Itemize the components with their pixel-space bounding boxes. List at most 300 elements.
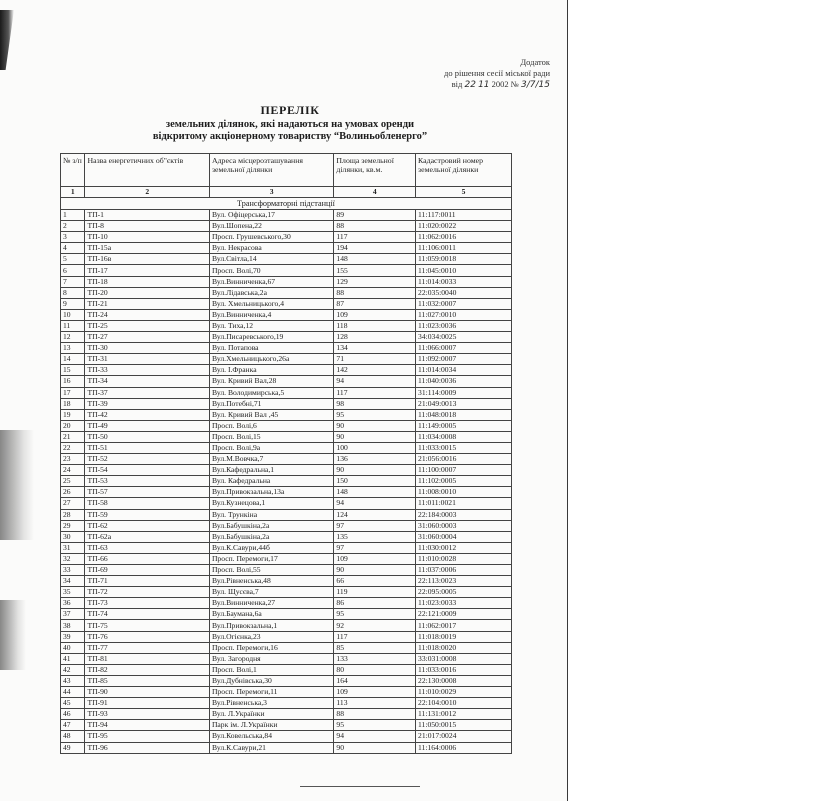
cadastral-number: 22:113:0023 (416, 576, 512, 587)
address: Просп. Волі,70 (209, 265, 333, 276)
object-name: ТП-42 (85, 409, 209, 420)
header-cadastral-number: Кадастровий номер земельної ділянки (416, 154, 512, 187)
table-row (61, 431, 512, 442)
object-name: ТП-72 (85, 587, 209, 598)
cadastral-number: 11:037:0006 (416, 565, 512, 576)
area: 95 (334, 409, 416, 420)
cadastral-number: 33:031:0008 (416, 653, 512, 664)
cadastral-number: 11:100:0007 (416, 465, 512, 476)
row-number: 6 (61, 265, 85, 276)
area: 92 (334, 620, 416, 631)
address: Вул. Кривий Вал,28 (209, 376, 333, 387)
appendix-number-value: 3/7/15 (521, 80, 550, 90)
row-number: 32 (61, 553, 85, 564)
object-name: ТП-24 (85, 309, 209, 320)
cadastral-number: 11:020:0022 (416, 221, 512, 232)
cadastral-number: 11:066:0007 (416, 343, 512, 354)
object-name: ТП-21 (85, 298, 209, 309)
cadastral-number: 11:008:0010 (416, 487, 512, 498)
address: Вул. Потапова (209, 343, 333, 354)
table-row (61, 320, 512, 331)
cadastral-number: 11:011:0021 (416, 498, 512, 509)
address: Вул.Кузнецова,1 (209, 498, 333, 509)
area: 155 (334, 265, 416, 276)
area: 142 (334, 365, 416, 376)
address: Вул. Л.Українки (209, 709, 333, 720)
cadastral-number: 11:048:0018 (416, 409, 512, 420)
table-row (61, 210, 512, 221)
row-number: 35 (61, 587, 85, 598)
table-row (61, 287, 512, 298)
object-name: ТП-1 (85, 210, 209, 221)
scan-shadow (0, 600, 26, 670)
column-index: 5 (416, 187, 512, 198)
area: 98 (334, 398, 416, 409)
row-number: 43 (61, 675, 85, 686)
row-number: 15 (61, 365, 85, 376)
document-title-block (100, 104, 480, 143)
row-number: 11 (61, 320, 85, 331)
cadastral-number: 11:032:0007 (416, 298, 512, 309)
cadastral-number: 11:023:0036 (416, 320, 512, 331)
area: 85 (334, 642, 416, 653)
address: Вул. Некрасова (209, 243, 333, 254)
row-number: 5 (61, 254, 85, 265)
cadastral-number: 31:114:0009 (416, 387, 512, 398)
object-name: ТП-91 (85, 698, 209, 709)
object-name: ТП-34 (85, 376, 209, 387)
area: 89 (334, 210, 416, 221)
area: 117 (334, 631, 416, 642)
row-number: 41 (61, 653, 85, 664)
cadastral-number: 11:059:0018 (416, 254, 512, 265)
table-row (61, 653, 512, 664)
row-number: 19 (61, 409, 85, 420)
table-row (61, 398, 512, 409)
table-row (61, 420, 512, 431)
object-name: ТП-71 (85, 576, 209, 587)
cadastral-number: 21:017:0024 (416, 731, 512, 742)
row-number: 1 (61, 210, 85, 221)
table-row (61, 343, 512, 354)
address: Вул.Рівненська,3 (209, 698, 333, 709)
area: 119 (334, 587, 416, 598)
table-row (61, 587, 512, 598)
cadastral-number: 34:034:0025 (416, 332, 512, 343)
row-number: 14 (61, 354, 85, 365)
row-number: 36 (61, 598, 85, 609)
address: Вул. Кривий Вал ,45 (209, 409, 333, 420)
row-number: 12 (61, 332, 85, 343)
cadastral-number: 31:060:0004 (416, 531, 512, 542)
cadastral-number: 11:164:0006 (416, 742, 512, 753)
area: 90 (334, 420, 416, 431)
table-row (61, 720, 512, 731)
cadastral-number: 11:033:0015 (416, 442, 512, 453)
table-row (61, 232, 512, 243)
cadastral-number: 31:060:0003 (416, 520, 512, 531)
object-name: ТП-85 (85, 675, 209, 686)
row-number: 9 (61, 298, 85, 309)
address: Вул.Світла,14 (209, 254, 333, 265)
object-name: ТП-30 (85, 343, 209, 354)
row-number: 42 (61, 664, 85, 675)
appendix-number-label: № (510, 79, 519, 89)
object-name: ТП-37 (85, 387, 209, 398)
object-name: ТП-69 (85, 565, 209, 576)
area: 71 (334, 354, 416, 365)
area: 87 (334, 298, 416, 309)
cadastral-number: 22:121:0009 (416, 609, 512, 620)
row-number: 10 (61, 309, 85, 320)
table-row (61, 542, 512, 553)
cadastral-number: 11:092:0007 (416, 354, 512, 365)
row-number: 46 (61, 709, 85, 720)
row-number: 18 (61, 398, 85, 409)
cadastral-number: 22:035:0040 (416, 287, 512, 298)
area: 94 (334, 498, 416, 509)
address: Просп. Перемоги,17 (209, 553, 333, 564)
table-row (61, 664, 512, 675)
cadastral-number: 11:131:0012 (416, 709, 512, 720)
appendix-date-month: 11 (478, 80, 490, 90)
table-row (61, 498, 512, 509)
scan-artifact (0, 10, 14, 70)
row-number: 21 (61, 431, 85, 442)
address: Вул.М.Вовчка,7 (209, 454, 333, 465)
row-number: 2 (61, 221, 85, 232)
object-name: ТП-90 (85, 687, 209, 698)
cadastral-number: 21:049:0013 (416, 398, 512, 409)
area: 148 (334, 254, 416, 265)
table-row (61, 409, 512, 420)
row-number: 39 (61, 631, 85, 642)
table-row (61, 376, 512, 387)
cadastral-number: 11:045:0010 (416, 265, 512, 276)
address: Вул. Хмельницького,4 (209, 298, 333, 309)
table-row (61, 609, 512, 620)
area: 88 (334, 709, 416, 720)
table-row (61, 365, 512, 376)
area: 86 (334, 598, 416, 609)
address: Вул.Винниченка,67 (209, 276, 333, 287)
table-row (61, 709, 512, 720)
cadastral-number: 11:062:0017 (416, 620, 512, 631)
appendix-date-prefix: від (451, 79, 463, 89)
table-row (61, 520, 512, 531)
cadastral-number: 22:130:0008 (416, 675, 512, 686)
header-number: № з/п (61, 154, 85, 187)
address: Вул.Дубнівська,30 (209, 675, 333, 686)
page-edge (567, 0, 568, 801)
address: Просп. Волі,1 (209, 664, 333, 675)
row-number: 27 (61, 498, 85, 509)
cadastral-number: 11:018:0019 (416, 631, 512, 642)
table-row (61, 487, 512, 498)
object-name: ТП-96 (85, 742, 209, 753)
object-name: ТП-52 (85, 454, 209, 465)
row-number: 31 (61, 542, 85, 553)
area: 97 (334, 542, 416, 553)
row-number: 7 (61, 276, 85, 287)
object-name: ТП-49 (85, 420, 209, 431)
object-name: ТП-31 (85, 354, 209, 365)
header-address: Адреса місцерозташування земельної ділянки (209, 154, 333, 187)
cadastral-number: 22:104:0010 (416, 698, 512, 709)
area: 109 (334, 309, 416, 320)
object-name: ТП-66 (85, 553, 209, 564)
land-plots-table (60, 153, 512, 754)
area: 80 (334, 664, 416, 675)
table-row (61, 687, 512, 698)
table-row (61, 565, 512, 576)
object-name: ТП-10 (85, 232, 209, 243)
area: 109 (334, 553, 416, 564)
address: Вул.Шопена,22 (209, 221, 333, 232)
area: 100 (334, 442, 416, 453)
area: 164 (334, 675, 416, 686)
row-number: 23 (61, 454, 85, 465)
address: Вул. І.Франка (209, 365, 333, 376)
appendix-date-day: 22 (464, 80, 476, 90)
object-name: ТП-73 (85, 598, 209, 609)
address: Вул.Лідавська,2а (209, 287, 333, 298)
table-row (61, 332, 512, 343)
object-name: ТП-58 (85, 498, 209, 509)
object-name: ТП-8 (85, 221, 209, 232)
row-number: 3 (61, 232, 85, 243)
address: Вул. Загородня (209, 653, 333, 664)
area: 194 (334, 243, 416, 254)
table-header-row (61, 154, 512, 187)
object-name: ТП-75 (85, 620, 209, 631)
table-row (61, 387, 512, 398)
address: Вул.Кафедральна,1 (209, 465, 333, 476)
area: 94 (334, 376, 416, 387)
area: 95 (334, 609, 416, 620)
row-number: 8 (61, 287, 85, 298)
cadastral-number: 11:034:0008 (416, 431, 512, 442)
object-name: ТП-50 (85, 431, 209, 442)
row-number: 40 (61, 642, 85, 653)
scan-shadow (0, 430, 34, 540)
table-row (61, 454, 512, 465)
area: 97 (334, 520, 416, 531)
address: Вул. Володимирська,5 (209, 387, 333, 398)
section-title: Трансформаторні підстанції (61, 198, 512, 210)
address: Вул.Потебні,71 (209, 398, 333, 409)
table-row (61, 276, 512, 287)
row-number: 13 (61, 343, 85, 354)
object-name: ТП-62 (85, 520, 209, 531)
row-number: 4 (61, 243, 85, 254)
address: Просп. Перемоги,16 (209, 642, 333, 653)
row-number: 34 (61, 576, 85, 587)
appendix-date-line (380, 79, 550, 91)
cadastral-number: 11:040:0036 (416, 376, 512, 387)
row-number: 30 (61, 531, 85, 542)
table-row (61, 631, 512, 642)
cadastral-number: 22:184:0003 (416, 509, 512, 520)
column-index-row (61, 187, 512, 198)
row-number: 48 (61, 731, 85, 742)
area: 118 (334, 320, 416, 331)
address: Вул. Щусєва,7 (209, 587, 333, 598)
area: 94 (334, 731, 416, 742)
area: 66 (334, 576, 416, 587)
area: 150 (334, 476, 416, 487)
area: 109 (334, 687, 416, 698)
document-title: ПЕРЕЛІК (260, 103, 320, 117)
scan-artifact-line (300, 786, 420, 787)
table-row (61, 476, 512, 487)
table-row (61, 221, 512, 232)
row-number: 26 (61, 487, 85, 498)
row-number: 17 (61, 387, 85, 398)
area: 95 (334, 720, 416, 731)
area: 148 (334, 487, 416, 498)
table-row (61, 442, 512, 453)
area: 88 (334, 287, 416, 298)
table-row (61, 576, 512, 587)
row-number: 44 (61, 687, 85, 698)
area: 113 (334, 698, 416, 709)
object-name: ТП-74 (85, 609, 209, 620)
object-name: ТП-27 (85, 332, 209, 343)
object-name: ТП-63 (85, 542, 209, 553)
header-area: Площа земельної ділянки, кв.м. (334, 154, 416, 187)
area: 117 (334, 387, 416, 398)
column-index: 1 (61, 187, 85, 198)
cadastral-number: 11:117:0011 (416, 210, 512, 221)
cadastral-number: 11:010:0029 (416, 687, 512, 698)
cadastral-number: 11:010:0028 (416, 553, 512, 564)
table-row (61, 642, 512, 653)
appendix-note (380, 57, 550, 91)
row-number: 37 (61, 609, 85, 620)
address: Вул.Винниченка,27 (209, 598, 333, 609)
address: Вул. Офіцерська,17 (209, 210, 333, 221)
column-index: 3 (209, 187, 333, 198)
table-row (61, 465, 512, 476)
column-index: 4 (334, 187, 416, 198)
object-name: ТП-77 (85, 642, 209, 653)
area: 117 (334, 232, 416, 243)
object-name: ТП-76 (85, 631, 209, 642)
table-row (61, 243, 512, 254)
object-name: ТП-82 (85, 664, 209, 675)
appendix-decision: до рішення сесії міської ради (444, 68, 550, 78)
object-name: ТП-17 (85, 265, 209, 276)
table-row (61, 698, 512, 709)
cadastral-number: 21:056:0016 (416, 454, 512, 465)
object-name: ТП-94 (85, 720, 209, 731)
table-row (61, 742, 512, 753)
area: 133 (334, 653, 416, 664)
cadastral-number: 11:106:0011 (416, 243, 512, 254)
address: Вул.К.Савури,44б (209, 542, 333, 553)
address: Вул.Ковельська,84 (209, 731, 333, 742)
object-name: ТП-16в (85, 254, 209, 265)
cadastral-number: 11:033:0016 (416, 664, 512, 675)
row-number: 28 (61, 509, 85, 520)
address: Вул.Привокзальна,13а (209, 487, 333, 498)
object-name: ТП-93 (85, 709, 209, 720)
address: Просп. Волі,55 (209, 565, 333, 576)
object-name: ТП-20 (85, 287, 209, 298)
address: Вул.Хмельницького,26а (209, 354, 333, 365)
address: Просп. Волі,15 (209, 431, 333, 442)
cadastral-number: 11:014:0034 (416, 365, 512, 376)
area: 88 (334, 221, 416, 232)
row-number: 16 (61, 376, 85, 387)
table-body (61, 210, 512, 754)
cadastral-number: 11:027:0010 (416, 309, 512, 320)
table-row (61, 354, 512, 365)
row-number: 29 (61, 520, 85, 531)
object-name: ТП-15а (85, 243, 209, 254)
address: Вул.Бабушкіна,2а (209, 520, 333, 531)
object-name: ТП-57 (85, 487, 209, 498)
area: 135 (334, 531, 416, 542)
area: 90 (334, 742, 416, 753)
appendix-date-year: 2002 (491, 79, 509, 89)
address: Вул.Огієнка,23 (209, 631, 333, 642)
row-number: 47 (61, 720, 85, 731)
address: Вул. Кафедральна (209, 476, 333, 487)
column-index: 2 (85, 187, 209, 198)
row-number: 25 (61, 476, 85, 487)
section-row (61, 198, 512, 210)
object-name: ТП-51 (85, 442, 209, 453)
table-row (61, 254, 512, 265)
table-row (61, 598, 512, 609)
cadastral-number: 11:018:0020 (416, 642, 512, 653)
address: Просп. Волі,6 (209, 420, 333, 431)
table-row (61, 731, 512, 742)
cadastral-number: 11:023:0033 (416, 598, 512, 609)
table-row (61, 531, 512, 542)
object-name: ТП-33 (85, 365, 209, 376)
cadastral-number: 11:102:0005 (416, 476, 512, 487)
table-row (61, 509, 512, 520)
row-number: 45 (61, 698, 85, 709)
row-number: 38 (61, 620, 85, 631)
cadastral-number: 11:030:0012 (416, 542, 512, 553)
area: 136 (334, 454, 416, 465)
address: Просп. Грушевського,30 (209, 232, 333, 243)
object-name: ТП-81 (85, 653, 209, 664)
area: 134 (334, 343, 416, 354)
header-object-name: Назва енергетичних об"єктів (85, 154, 209, 187)
cadastral-number: 11:149:0005 (416, 420, 512, 431)
address: Вул.Писаревського,19 (209, 332, 333, 343)
table-row (61, 553, 512, 564)
address: Вул.Бабушкіна,2а (209, 531, 333, 542)
address: Вул. Трункіна (209, 509, 333, 520)
address: Вул.Винниченка,4 (209, 309, 333, 320)
object-name: ТП-59 (85, 509, 209, 520)
cadastral-number: 11:014:0033 (416, 276, 512, 287)
appendix-title: Додаток (520, 57, 550, 67)
row-number: 20 (61, 420, 85, 431)
cadastral-number: 22:095:0005 (416, 587, 512, 598)
object-name: ТП-95 (85, 731, 209, 742)
row-number: 22 (61, 442, 85, 453)
address: Вул. Тиха,12 (209, 320, 333, 331)
address: Просп. Перемоги,11 (209, 687, 333, 698)
object-name: ТП-62а (85, 531, 209, 542)
